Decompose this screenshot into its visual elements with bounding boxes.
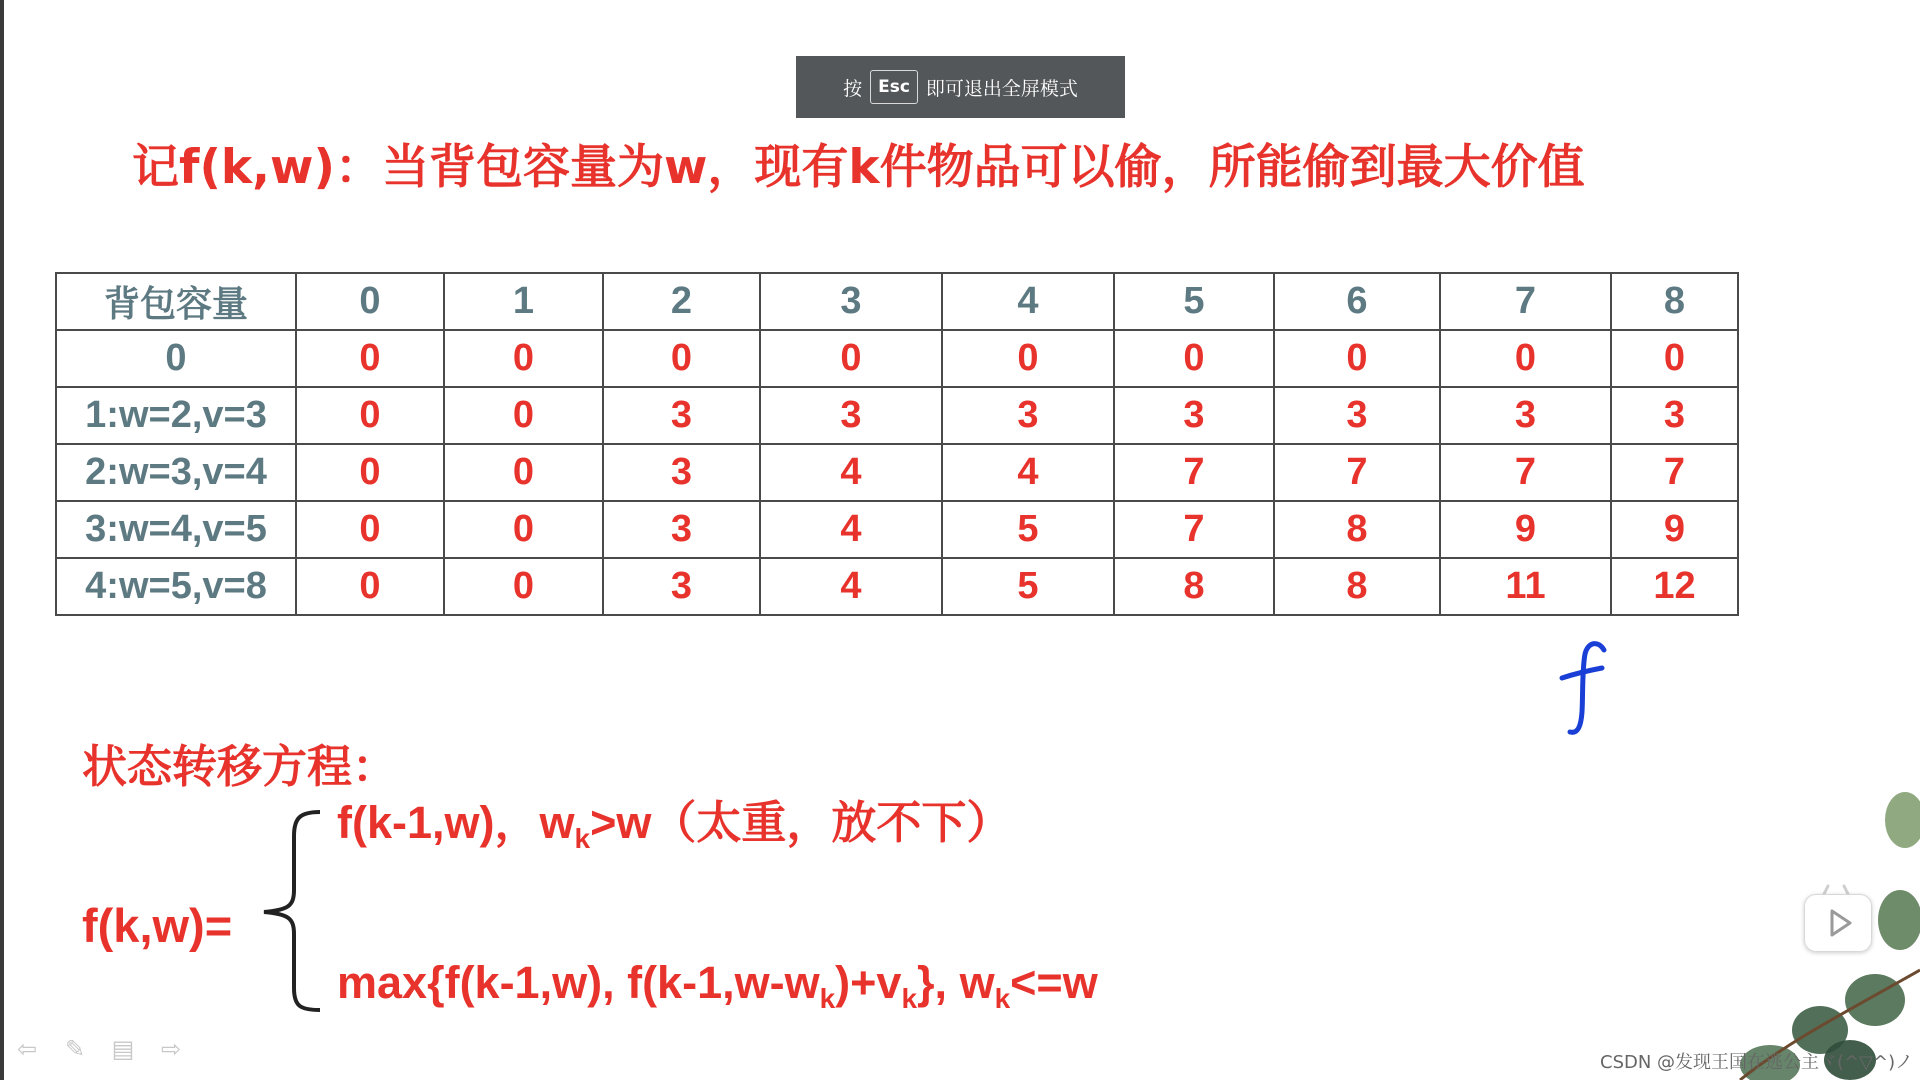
table-cell: 11 — [1440, 558, 1611, 615]
table-cell: 3 — [942, 387, 1114, 444]
table-cell: 4 — [760, 444, 942, 501]
row-label: 0 — [56, 330, 296, 387]
table-cell: 9 — [1440, 501, 1611, 558]
table-cell: 3 — [760, 387, 942, 444]
capacity-header: 4 — [942, 273, 1114, 330]
table-cell: 0 — [1274, 330, 1440, 387]
esc-key-badge[interactable]: Esc — [870, 70, 918, 104]
next-slide-icon[interactable]: ⇨ — [160, 1035, 182, 1063]
slide-title: 记f(k,w)：当背包容量为w，现有k件物品可以偷，所能偷到最大价值 — [132, 140, 1585, 195]
table-cell: 0 — [1611, 330, 1738, 387]
row-label: 1:w=2,v=3 — [56, 387, 296, 444]
case1-sub: k — [574, 823, 591, 854]
table-row — [56, 330, 1738, 387]
window-edge — [0, 0, 4, 1080]
corner-cell: 背包容量 — [56, 273, 296, 330]
table-row — [56, 444, 1738, 501]
capacity-header: 3 — [760, 273, 942, 330]
table-cell: 0 — [603, 330, 760, 387]
case2-part-b: )+v — [835, 957, 902, 1008]
table-cell: 0 — [296, 387, 444, 444]
table-cell: 0 — [942, 330, 1114, 387]
table-cell: 0 — [444, 330, 603, 387]
equation-case-too-heavy — [337, 786, 1011, 855]
capacity-header: 1 — [444, 273, 603, 330]
table-cell: 8 — [1274, 558, 1440, 615]
equation-heading: 状态转移方程： — [82, 740, 398, 793]
table-cell: 0 — [1114, 330, 1274, 387]
case1-part-b: >w（太重，放不下） — [590, 797, 1012, 848]
table-cell: 4 — [942, 444, 1114, 501]
capacity-header: 7 — [1440, 273, 1611, 330]
table-cell: 3 — [1440, 387, 1611, 444]
table-cell: 0 — [296, 558, 444, 615]
case1-part-a: f(k-1,w)，w — [337, 797, 575, 848]
curly-brace — [250, 806, 330, 1016]
table-cell: 7 — [1274, 444, 1440, 501]
capacity-header: 5 — [1114, 273, 1274, 330]
table-cell: 0 — [296, 501, 444, 558]
case2-sub-2: k — [901, 983, 918, 1014]
pen-icon[interactable]: ✎ — [64, 1035, 86, 1063]
table-cell: 8 — [1274, 501, 1440, 558]
table-cell: 3 — [1114, 387, 1274, 444]
table-cell: 9 — [1611, 501, 1738, 558]
capacity-header: 8 — [1611, 273, 1738, 330]
play-icon — [1805, 895, 1871, 951]
table-cell: 7 — [1114, 501, 1274, 558]
table-cell: 12 — [1611, 558, 1738, 615]
case2-part-a: max{f(k-1,w), f(k-1,w-w — [337, 957, 820, 1008]
previous-slide-icon[interactable]: ⇦ — [16, 1035, 38, 1063]
slide-nav-toolbar — [14, 1035, 184, 1063]
dp-table — [55, 272, 1739, 616]
table-cell: 7 — [1114, 444, 1274, 501]
row-label: 3:w=4,v=5 — [56, 501, 296, 558]
handwritten-f-annotation — [1552, 640, 1614, 740]
table-cell: 3 — [603, 558, 760, 615]
table-cell: 3 — [603, 387, 760, 444]
case2-part-c: }, w — [917, 957, 995, 1008]
play-button[interactable] — [1804, 894, 1872, 952]
hint-message-text: 即可退出全屏模式 — [925, 77, 1078, 100]
table-cell: 0 — [296, 444, 444, 501]
table-row — [56, 558, 1738, 615]
capacity-header: 0 — [296, 273, 444, 330]
csdn-watermark: CSDN @发现王国在逃公主ヾ(^▽^)ノ — [1600, 1052, 1914, 1073]
table-cell: 0 — [444, 444, 603, 501]
fullscreen-exit-hint — [796, 56, 1125, 118]
table-cell: 0 — [296, 330, 444, 387]
equation-case-max — [337, 957, 1098, 1015]
table-cell: 3 — [1611, 387, 1738, 444]
table-cell: 0 — [760, 330, 942, 387]
table-cell: 0 — [1440, 330, 1611, 387]
table-cell: 3 — [1274, 387, 1440, 444]
table-cell: 7 — [1611, 444, 1738, 501]
table-row — [56, 387, 1738, 444]
equation-lhs: f(k,w)= — [82, 899, 233, 952]
table-row — [56, 501, 1738, 558]
row-label: 4:w=5,v=8 — [56, 558, 296, 615]
table-cell: 4 — [760, 501, 942, 558]
capacity-header: 6 — [1274, 273, 1440, 330]
table-cell: 3 — [603, 501, 760, 558]
capacity-header: 2 — [603, 273, 760, 330]
table-cell: 3 — [603, 444, 760, 501]
table-cell: 5 — [942, 501, 1114, 558]
case2-part-d: <=w — [1010, 957, 1098, 1008]
case2-sub-3: k — [994, 983, 1011, 1014]
menu-icon[interactable]: ▤ — [111, 1035, 135, 1063]
table-cell: 5 — [942, 558, 1114, 615]
case2-sub-1: k — [819, 983, 836, 1014]
table-cell: 0 — [444, 501, 603, 558]
table-header-row — [56, 273, 1738, 330]
table-cell: 0 — [444, 387, 603, 444]
table-cell: 8 — [1114, 558, 1274, 615]
hint-press-text: 按 — [843, 77, 863, 100]
table-cell: 7 — [1440, 444, 1611, 501]
table-cell: 4 — [760, 558, 942, 615]
row-label: 2:w=3,v=4 — [56, 444, 296, 501]
table-cell: 0 — [444, 558, 603, 615]
